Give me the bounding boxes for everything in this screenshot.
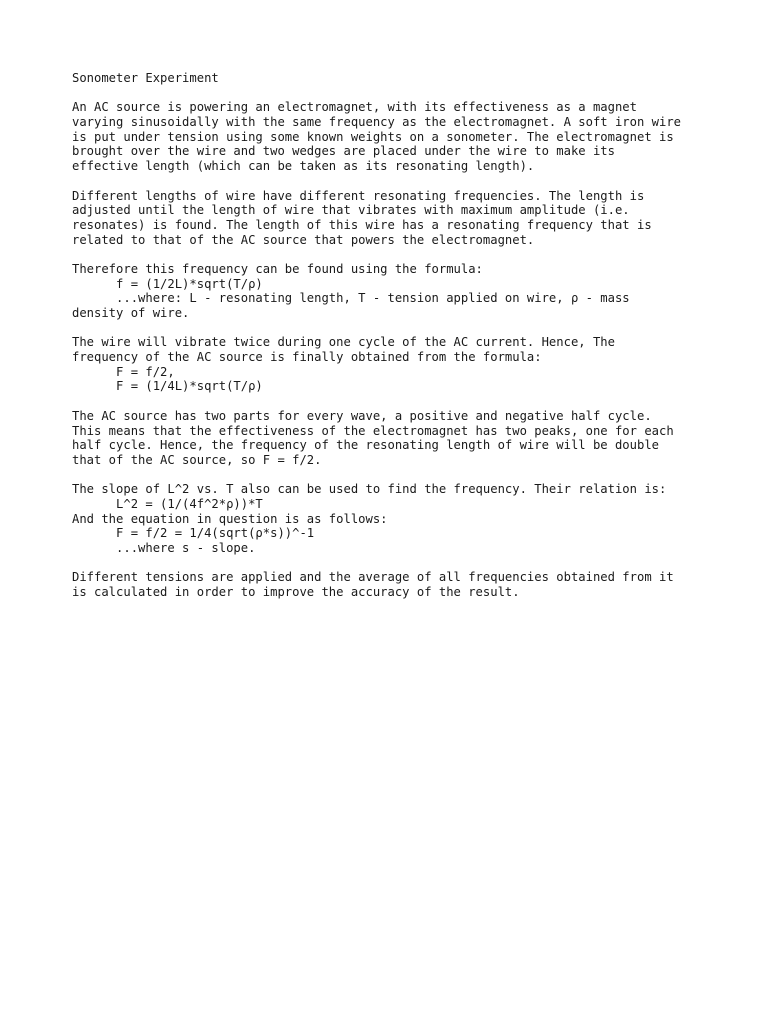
text-line: density of wire. <box>72 306 190 320</box>
text-line: half cycle. Hence, the frequency of the resonating length of wire will be double <box>72 438 659 453</box>
text-line: f = (1/2L)*sqrt(T/ρ) <box>72 276 263 291</box>
spacer <box>72 394 712 409</box>
text-line: The slope of L^2 vs. T also can be used to find the frequency. Their relation is: <box>72 482 667 497</box>
text-line: brought over the wire and two wedges are placed under the wire to make its <box>72 144 615 159</box>
spacer <box>72 468 712 483</box>
text-line: And the equation in question is as follows: <box>72 511 388 526</box>
text-line: Different tensions are applied and the average of all frequencies obtained from it <box>72 570 674 585</box>
paragraph <box>72 482 712 555</box>
text-line: effective length (which can be taken as its resonating length). <box>72 159 535 174</box>
paragraph <box>72 189 712 248</box>
spacer <box>72 174 712 189</box>
text-line: ...where s - slope. <box>72 541 256 555</box>
text-line: frequency of the AC source is finally obtained from the formula: <box>72 350 542 365</box>
document-body <box>72 100 712 599</box>
paragraph <box>72 335 712 394</box>
text-line: that of the AC source, so F = f/2. <box>72 452 322 467</box>
text-line: resonates) is found. The length of this wire has a resonating frequency that is <box>72 217 652 232</box>
text-line: This means that the effectiveness of the electromagnet has two peaks, one for each <box>72 423 674 438</box>
document-page <box>72 71 712 600</box>
text-line: The wire will vibrate twice during one cycle of the AC current. Hence, The <box>72 335 615 350</box>
text-line: An AC source is powering an electromagnet, with its effectiveness as a magnet <box>72 100 637 115</box>
paragraph <box>72 409 712 468</box>
text-line: F = f/2 = 1/4(sqrt(ρ*s))^-1 <box>72 526 315 541</box>
text-line: ...where: L - resonating length, T - tension applied on wire, ρ - mass <box>72 291 630 306</box>
paragraph <box>72 570 712 599</box>
text-line: L^2 = (1/(4f^2*ρ))*T <box>72 496 263 511</box>
text-line: is calculated in order to improve the accuracy of the result. <box>72 585 520 600</box>
document-title: Sonometer Experiment <box>72 71 219 85</box>
text-line: is put under tension using some known weights on a sonometer. The electromagnet is <box>72 129 674 144</box>
spacer <box>72 86 712 101</box>
paragraph <box>72 100 712 173</box>
paragraph <box>72 262 712 321</box>
text-line: Therefore this frequency can be found using the formula: <box>72 261 483 276</box>
text-line: varying sinusoidally with the same frequency as the electromagnet. A soft iron wire <box>72 115 682 130</box>
text-line: F = f/2, <box>72 364 175 379</box>
spacer <box>72 556 712 571</box>
spacer <box>72 321 712 336</box>
text-line: adjusted until the length of wire that vibrates with maximum amplitude (i.e. <box>72 203 630 218</box>
text-line: F = (1/4L)*sqrt(T/ρ) <box>72 379 263 394</box>
text-line: The AC source has two parts for every wave, a positive and negative half cycle. <box>72 408 652 423</box>
text-line: related to that of the AC source that powers the electromagnet. <box>72 232 535 247</box>
text-line: Different lengths of wire have different resonating frequencies. The length is <box>72 188 645 203</box>
spacer <box>72 247 712 262</box>
